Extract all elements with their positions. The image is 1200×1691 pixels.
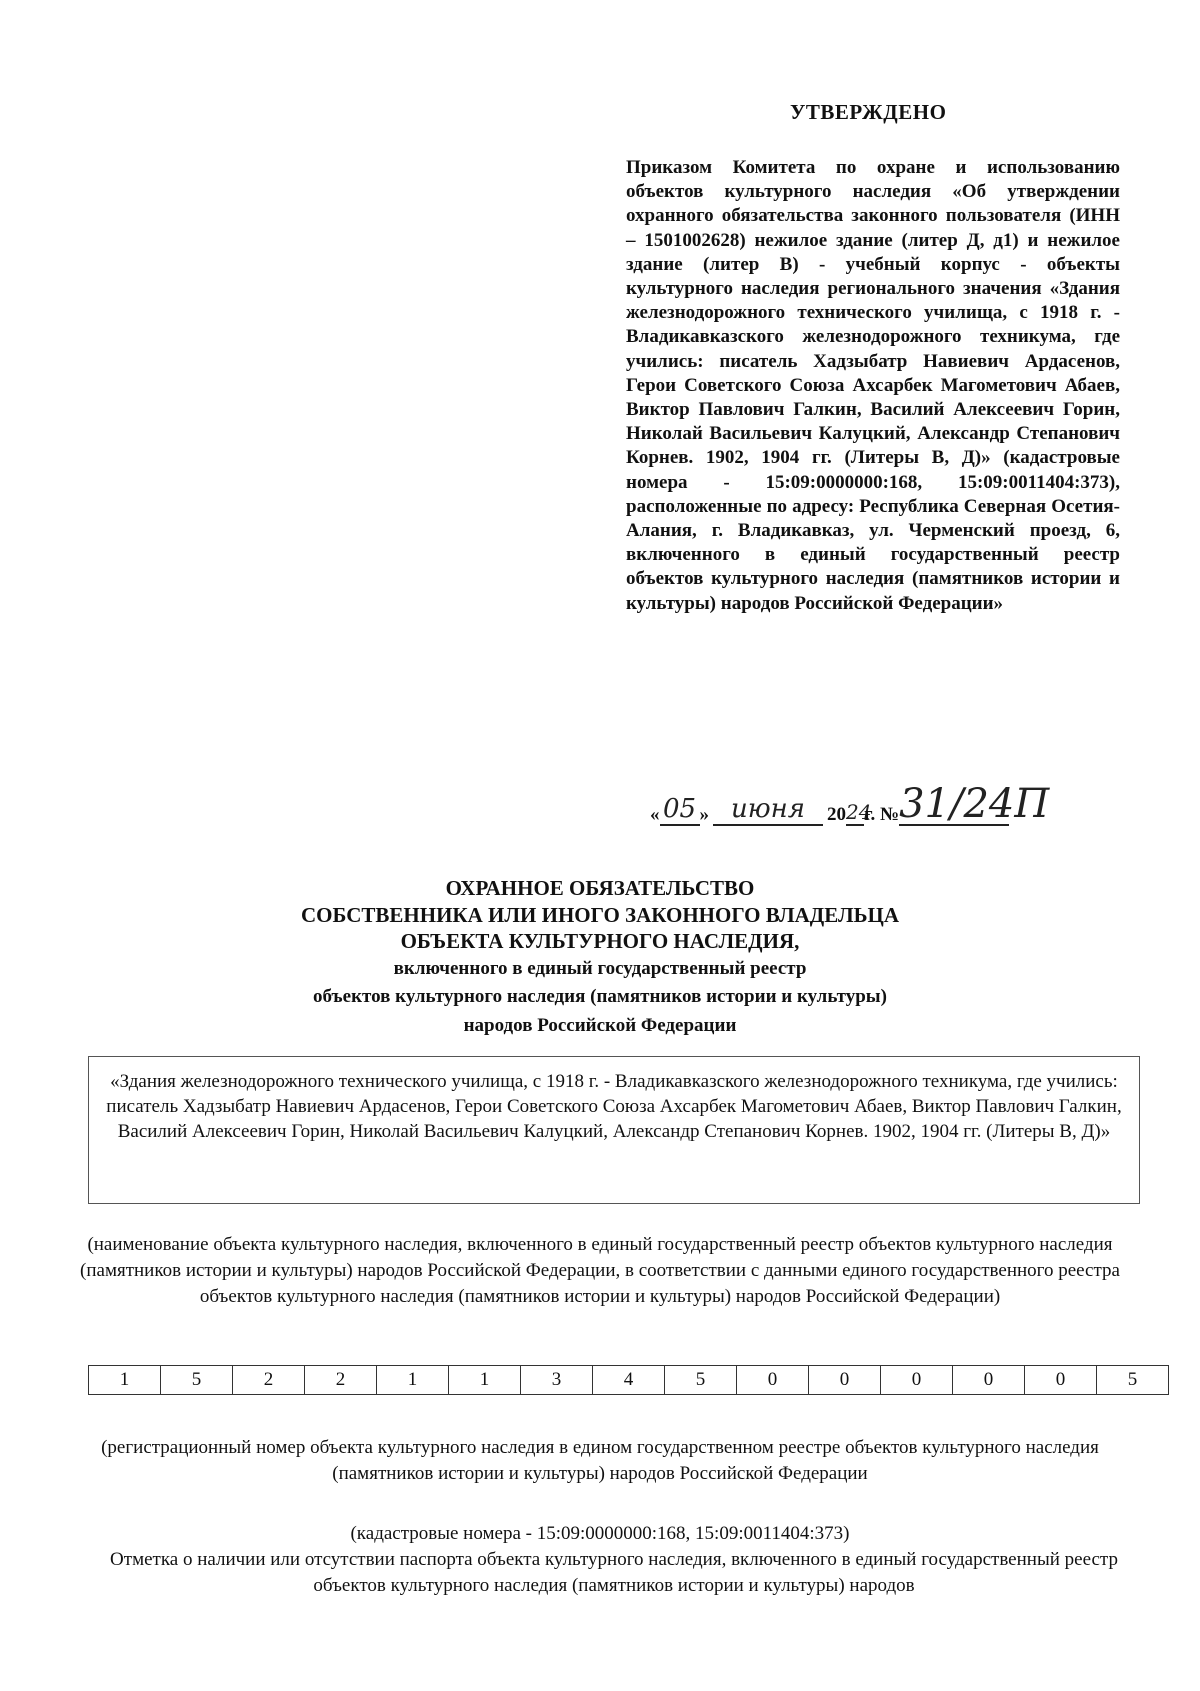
registration-digit: 2 [233,1366,305,1395]
registration-digit: 0 [881,1366,953,1395]
registration-digit: 0 [809,1366,881,1395]
handwritten-year: 24 [846,800,872,824]
object-name-box: «Здания железнодорожного технического училища, с 1918 г. - Владикавказского железнодорожного техникума, где учились: писатель Хадзыбатр Навиевич Ардасенов, Герои Советского Союза Ахсарбек Магометович Абаев, Виктор Павлович Галкин, Василий Алексеевич Горин, Николай Васильевич Калуцкий, Александр Степанович Корнев. 1902, 1904 гг. (Литеры В, Д)» [88,1056,1140,1204]
registration-digit: 1 [89,1366,161,1395]
registration-digit: 0 [953,1366,1025,1395]
handwritten-order-number: 31/24П [899,781,1050,827]
registration-digit: 1 [449,1366,521,1395]
registration-digit: 2 [305,1366,377,1395]
registration-digit: 5 [1097,1366,1169,1395]
registration-digit: 5 [161,1366,233,1395]
registration-number-caption: (регистрационный номер объекта культурного наследия в едином государственном реестре объектов культурного наследия (памятников истории и культуры) народов Российской Федерации [101,1437,1099,1484]
registration-digit: 3 [521,1366,593,1395]
cadastral-numbers: (кадастровые номера - 15:09:0000000:168, 15:09:0011404:373) [350,1523,850,1544]
document-title [60,875,1140,1040]
registration-number-table [88,1365,1169,1395]
order-date-number-line [650,781,1050,827]
handwritten-day: 05 [660,794,700,826]
title-line-3: ОБЪЕКТА КУЛЬТУРНОГО НАСЛЕДИЯ, [400,929,800,953]
title-line-6: народов Российской Федерации [463,1014,737,1036]
registration-digit: 5 [665,1366,737,1395]
close-quote: » [699,804,709,825]
passport-note: Отметка о наличии или отсутствии паспорта объекта культурного наследия, включенного в единый государственный реестр объектов культурного наследия (памятников истории и культуры) народов [110,1549,1118,1596]
year-prefix: 20 [827,804,846,825]
registration-digit: 0 [1025,1366,1097,1395]
title-line-1: ОХРАННОЕ ОБЯЗАТЕЛЬСТВО [445,876,755,900]
handwritten-month: июня [713,794,823,826]
title-line-4: включенного в единый государственный реестр [393,957,807,979]
object-name-caption: (наименование объекта культурного наследия, включенного в единый государственный реестр объектов культурного наследия (памятников истории и культуры) народов Российской Федерации, в соответствии с данными единого государственного реестра объектов культурного наследия (памятников истории и культуры) народов Российской Федерации) [80,1234,1120,1307]
approval-title: УТВЕРЖДЕНО [790,100,947,124]
open-quote: « [650,804,660,825]
registration-digit: 4 [593,1366,665,1395]
registration-digit: 0 [737,1366,809,1395]
title-line-5: объектов культурного наследия (памятников истории и культуры) [313,986,887,1007]
registration-digit: 1 [377,1366,449,1395]
approval-order-text: Приказом Комитета по охране и использованию объектов культурного наследия «Об утверждении охранного обязательства законного пользователя (ИНН – 1501002628) нежилое здание (литер Д, д1) и нежилое здание (литер В) - учебный корпус - объекты культурного наследия регионального значения «Здания железнодорожного технического училища, с 1918 г. - Владикавказского железнодорожного техникума, где учились: писатель Хадзыбатр Навиевич Ардасенов, Герои Советского Союза Ахсарбек Магометович Абаев, Виктор Павлович Галкин, Василий Алексеевич Горин, Николай Васильевич Калуцкий, Александр Степанович Корнев. 1902, 1904 гг. (Литеры В, Д)» (кадастровые номера - 15:09:0000000:168, 15:09:0011404:373), расположенные по адресу: Республика Северная Осетия-Алания, г. Владикавказ, ул. Черменский проезд, 6, включенного в единый государственный реестр объектов культурного наследия (памятников истории и культуры) народов Российской Федерации» [626,157,1120,614]
year-number-label: г. № [864,804,900,825]
title-line-2: СОБСТВЕННИКА ИЛИ ИНОГО ЗАКОННОГО ВЛАДЕЛЬЦА [300,902,899,927]
